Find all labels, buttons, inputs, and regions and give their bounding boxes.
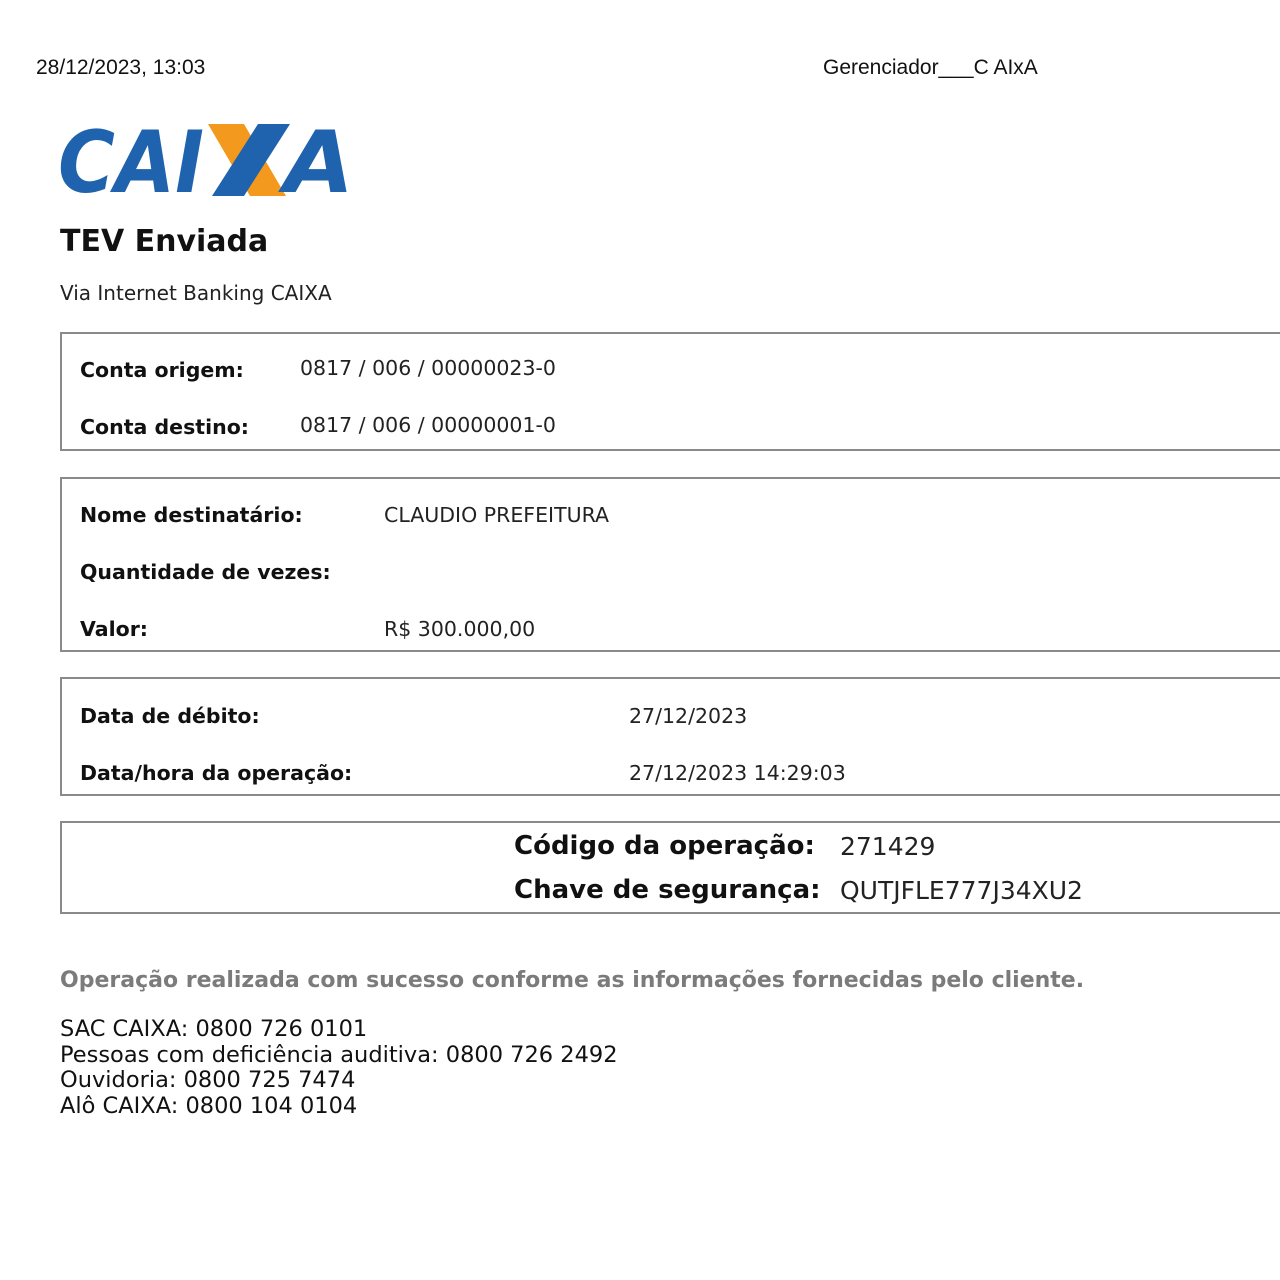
document-subtitle: Via Internet Banking CAIXA — [60, 281, 332, 305]
security-key-value: QUTJFLE777J34XU2 — [840, 876, 1083, 905]
destination-account-label: Conta destino: — [80, 415, 249, 439]
debit-date-label: Data de débito: — [80, 704, 260, 728]
svg-text:A: A — [277, 118, 354, 202]
operation-datetime-value: 27/12/2023 14:29:03 — [629, 761, 846, 785]
origin-account-value: 0817 / 006 / 00000023-0 — [300, 356, 556, 380]
contact-alo-caixa: Alô CAIXA: 0800 104 0104 — [60, 1092, 358, 1119]
contact-ombudsman: Ouvidoria: 0800 725 7474 — [60, 1067, 356, 1093]
success-message: Operação realizada com sucesso conforme as informações fornecidas pelo cliente. — [60, 968, 1085, 993]
security-key-label: Chave de segurança: — [514, 875, 821, 905]
operation-code-label: Código da operação: — [514, 831, 815, 861]
recipient-label: Nome destinatário: — [80, 503, 303, 527]
amount-label: Valor: — [80, 617, 148, 641]
recipient-value: CLAUDIO PREFEITURA — [384, 503, 610, 527]
transfer-section — [60, 477, 1280, 652]
operation-code-value: 271429 — [840, 832, 936, 861]
contact-hearing-impaired: Pessoas com deficiência auditiva: 0800 726 2492 — [60, 1041, 618, 1068]
print-datetime: 28/12/2023, 13:03 — [36, 56, 206, 79]
codes-section — [60, 821, 1280, 914]
times-label: Quantidade de vezes: — [80, 560, 331, 584]
contact-sac: SAC CAIXA: 0800 726 0101 — [60, 1016, 368, 1042]
accounts-section — [60, 332, 1280, 451]
dates-section — [60, 677, 1280, 796]
destination-account-value: 0817 / 006 / 00000001-0 — [300, 413, 556, 437]
debit-date-value: 27/12/2023 — [629, 704, 748, 728]
document-title: TEV Enviada — [60, 224, 269, 259]
amount-value: R$ 300.000,00 — [384, 617, 536, 641]
contacts-list — [60, 1017, 618, 1119]
svg-text:CAI: CAI — [58, 118, 204, 202]
caixa-logo — [58, 118, 358, 202]
operation-datetime-label: Data/hora da operação: — [80, 761, 353, 785]
origin-account-label: Conta origem: — [80, 358, 244, 382]
print-title: Gerenciador___C AIxA — [823, 56, 1038, 79]
